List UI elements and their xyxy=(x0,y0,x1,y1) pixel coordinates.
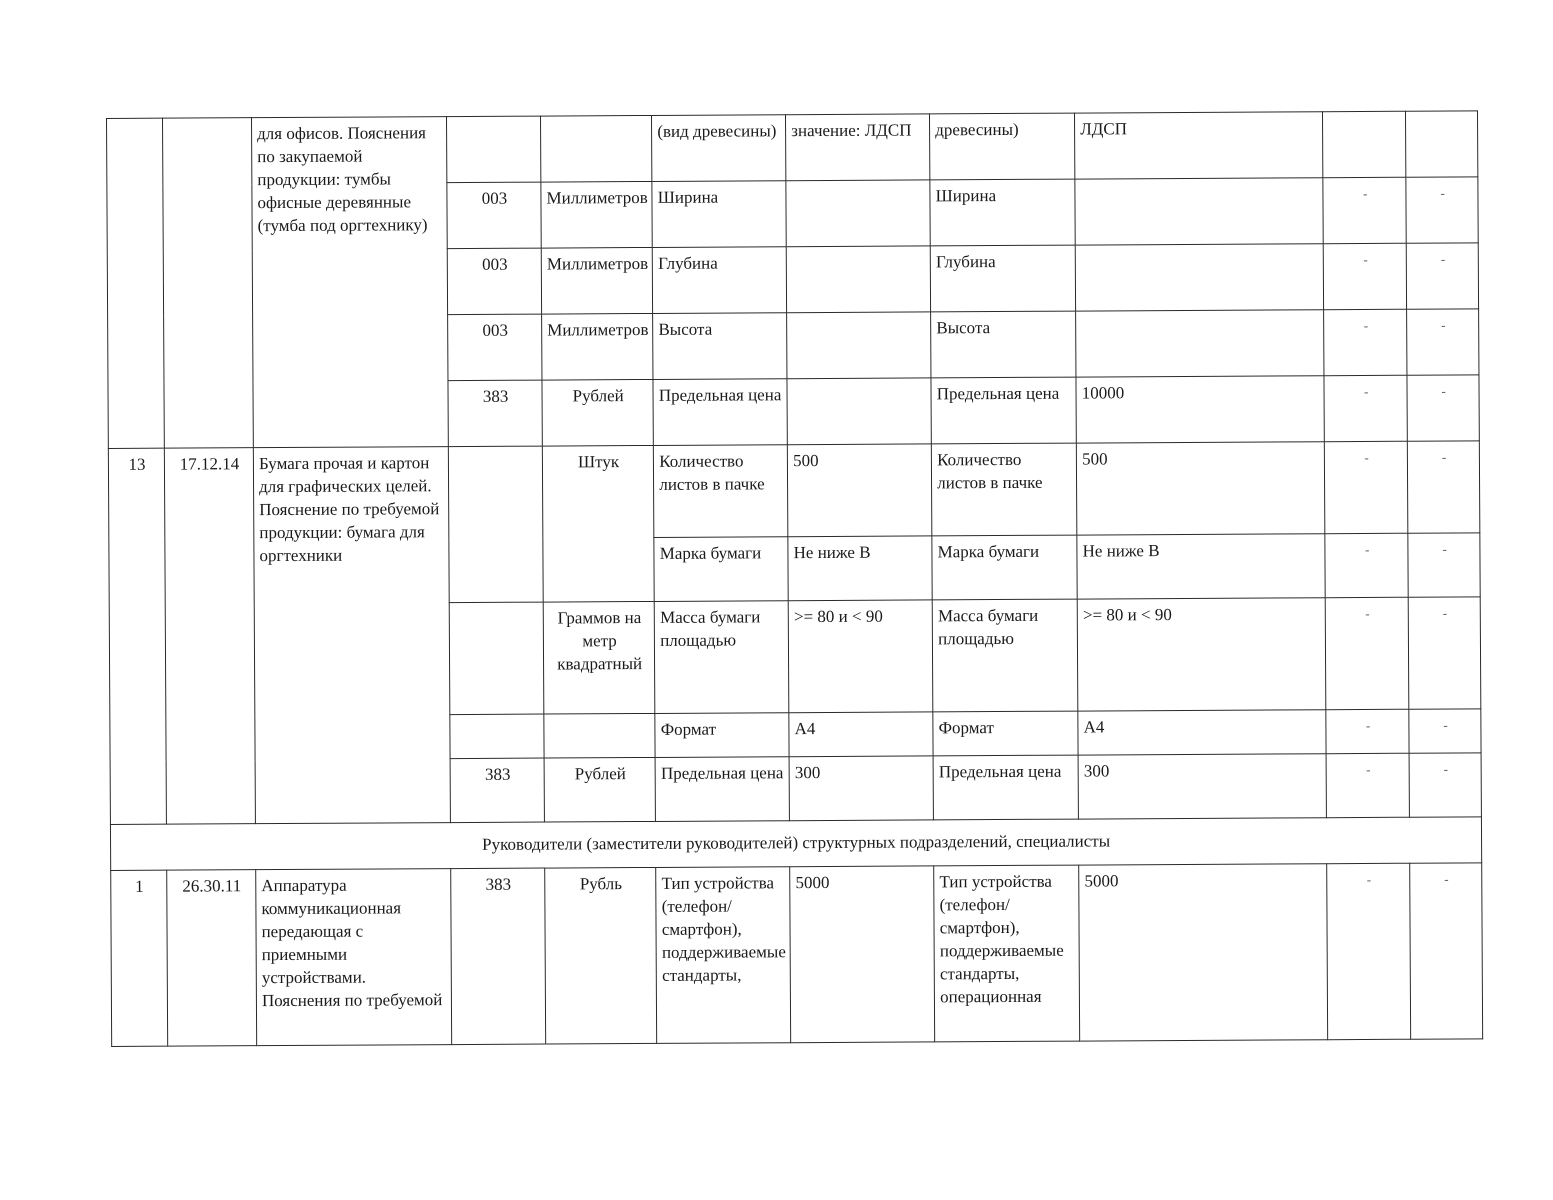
dash-cell: - xyxy=(1406,177,1478,243)
dash-cell: - xyxy=(1327,863,1411,1039)
characteristic-name-2: древесины) xyxy=(930,113,1075,180)
section-heading: Руководители (заместители руководителей) структурных подразделений, специалисты xyxy=(110,817,1481,871)
unit-name: Миллиметров xyxy=(541,247,653,314)
empty-cell xyxy=(1323,111,1406,177)
requirements-table xyxy=(106,110,1483,1047)
characteristic-name-2: Предельная цена xyxy=(931,377,1076,444)
characteristic-value: >= 80 и < 90 xyxy=(788,600,933,713)
unit-name: Миллиметров xyxy=(541,181,653,248)
characteristic-name: Марка бумаги xyxy=(654,537,788,602)
unit-name xyxy=(544,713,655,758)
dash-cell: - xyxy=(1408,597,1481,709)
characteristic-value xyxy=(787,312,931,379)
dash-cell: - xyxy=(1326,709,1409,753)
okei-code xyxy=(449,602,544,715)
characteristic-value-2: Не ниже В xyxy=(1077,534,1325,599)
characteristic-value: 5000 xyxy=(790,866,935,1043)
characteristic-name-2: Глубина xyxy=(930,245,1075,312)
item-description: для офисов. Пояснения по закупаемой продукции: тумбы офисные деревянные (тумба под оргтехнику) xyxy=(252,117,449,448)
dash-cell: - xyxy=(1325,597,1409,709)
characteristic-value: значение: ЛДСП xyxy=(786,114,930,181)
characteristic-value xyxy=(787,378,931,445)
characteristic-name: Количество листов в пачке xyxy=(654,445,788,538)
dash-cell: - xyxy=(1410,863,1483,1039)
dash-cell: - xyxy=(1408,533,1480,597)
dash-cell: - xyxy=(1407,309,1479,375)
characteristic-name: Масса бумаги площадью xyxy=(654,601,789,714)
characteristic-value-2 xyxy=(1076,310,1324,377)
characteristic-value-2 xyxy=(1075,244,1323,311)
item-description: Бумага прочая и картон для графических целей. Пояснение по требуемой продукции: бумага для оргтехники xyxy=(253,447,450,824)
characteristic-value-2: ЛДСП xyxy=(1075,112,1323,179)
characteristic-name: Предельная цена xyxy=(655,757,789,822)
dash-cell: - xyxy=(1326,753,1409,817)
characteristic-name-2: Предельная цена xyxy=(933,755,1078,820)
dash-cell: - xyxy=(1324,441,1408,533)
characteristic-value-2: 500 xyxy=(1076,442,1325,535)
characteristic-value: 300 xyxy=(789,756,933,821)
dash-cell: - xyxy=(1409,753,1481,817)
okpd-code: 26.30.11 xyxy=(167,870,257,1046)
characteristic-name-2: Масса бумаги площадью xyxy=(932,599,1078,712)
table-row xyxy=(108,441,1480,541)
characteristic-name-2: Формат xyxy=(933,711,1078,756)
unit-name: Рублей xyxy=(542,379,654,446)
characteristic-name: (вид древесины) xyxy=(652,115,786,182)
unit-name: Рублей xyxy=(544,757,656,822)
okei-code xyxy=(450,714,544,759)
table-row xyxy=(107,111,1479,185)
characteristic-value-2: >= 80 и < 90 xyxy=(1077,598,1326,711)
dash-cell: - xyxy=(1409,709,1481,753)
row-number-cell xyxy=(107,118,165,448)
characteristic-name-2: Марка бумаги xyxy=(932,535,1077,600)
unit-name-cell xyxy=(540,115,652,182)
okei-code: 003 xyxy=(448,314,542,381)
okei-code: 383 xyxy=(451,868,546,1045)
characteristic-value xyxy=(786,246,930,313)
dash-cell: - xyxy=(1325,533,1408,597)
characteristic-value: А4 xyxy=(789,712,933,757)
okpd-code: 17.12.14 xyxy=(164,448,255,824)
dash-cell: - xyxy=(1407,441,1480,533)
dash-cell: - xyxy=(1324,309,1407,375)
dash-cell: - xyxy=(1407,375,1479,441)
characteristic-name-2: Тип устройства (телефон/смартфон), поддерживаемые стандарты, операционная xyxy=(934,865,1080,1042)
characteristic-value xyxy=(786,180,930,247)
okei-code: 383 xyxy=(448,380,542,447)
characteristic-value: Не ниже В xyxy=(788,536,932,601)
okei-code: 003 xyxy=(447,182,541,249)
characteristic-value-2 xyxy=(1075,178,1323,245)
characteristic-name-2: Ширина xyxy=(930,179,1075,246)
dash-cell: - xyxy=(1324,375,1407,441)
item-description: Аппаратура коммуникационная передающая с приемными устройствами. Пояснения по требуемой xyxy=(256,869,452,1046)
okpd-code-cell xyxy=(163,118,254,448)
unit-name: Рубль xyxy=(545,867,657,1044)
characteristic-name: Глубина xyxy=(652,247,786,314)
unit-name: Граммов на метр квадратный xyxy=(543,601,655,714)
row-number: 1 xyxy=(111,870,168,1046)
okei-code-cell xyxy=(446,116,540,183)
dash-cell: - xyxy=(1406,243,1478,309)
okei-code: 383 xyxy=(450,758,544,823)
row-number: 13 xyxy=(108,448,166,824)
unit-name: Штук xyxy=(542,445,654,602)
okei-code: 003 xyxy=(447,248,541,315)
characteristic-name: Ширина xyxy=(652,181,786,248)
section-row xyxy=(110,817,1481,871)
characteristic-value-2: А4 xyxy=(1078,710,1326,755)
characteristic-name: Формат xyxy=(655,713,789,758)
dash-cell: - xyxy=(1323,177,1406,243)
characteristic-value-2: 5000 xyxy=(1079,864,1328,1041)
okei-code xyxy=(448,446,543,603)
characteristic-name-2: Высота xyxy=(931,311,1076,378)
characteristic-value-2: 300 xyxy=(1078,754,1326,819)
characteristic-name: Высота xyxy=(653,313,787,380)
unit-name: Миллиметров xyxy=(542,313,654,380)
empty-cell xyxy=(1406,111,1478,177)
characteristic-value-2: 10000 xyxy=(1076,376,1324,443)
characteristic-name: Тип устройства (телефон/смартфон), поддерживаемые стандарты, xyxy=(656,867,791,1044)
characteristic-name-2: Количество листов в пачке xyxy=(931,443,1077,536)
table-row xyxy=(111,863,1483,1047)
characteristic-name: Предельная цена xyxy=(653,379,787,446)
dash-cell: - xyxy=(1323,243,1406,309)
characteristic-value: 500 xyxy=(787,444,932,537)
